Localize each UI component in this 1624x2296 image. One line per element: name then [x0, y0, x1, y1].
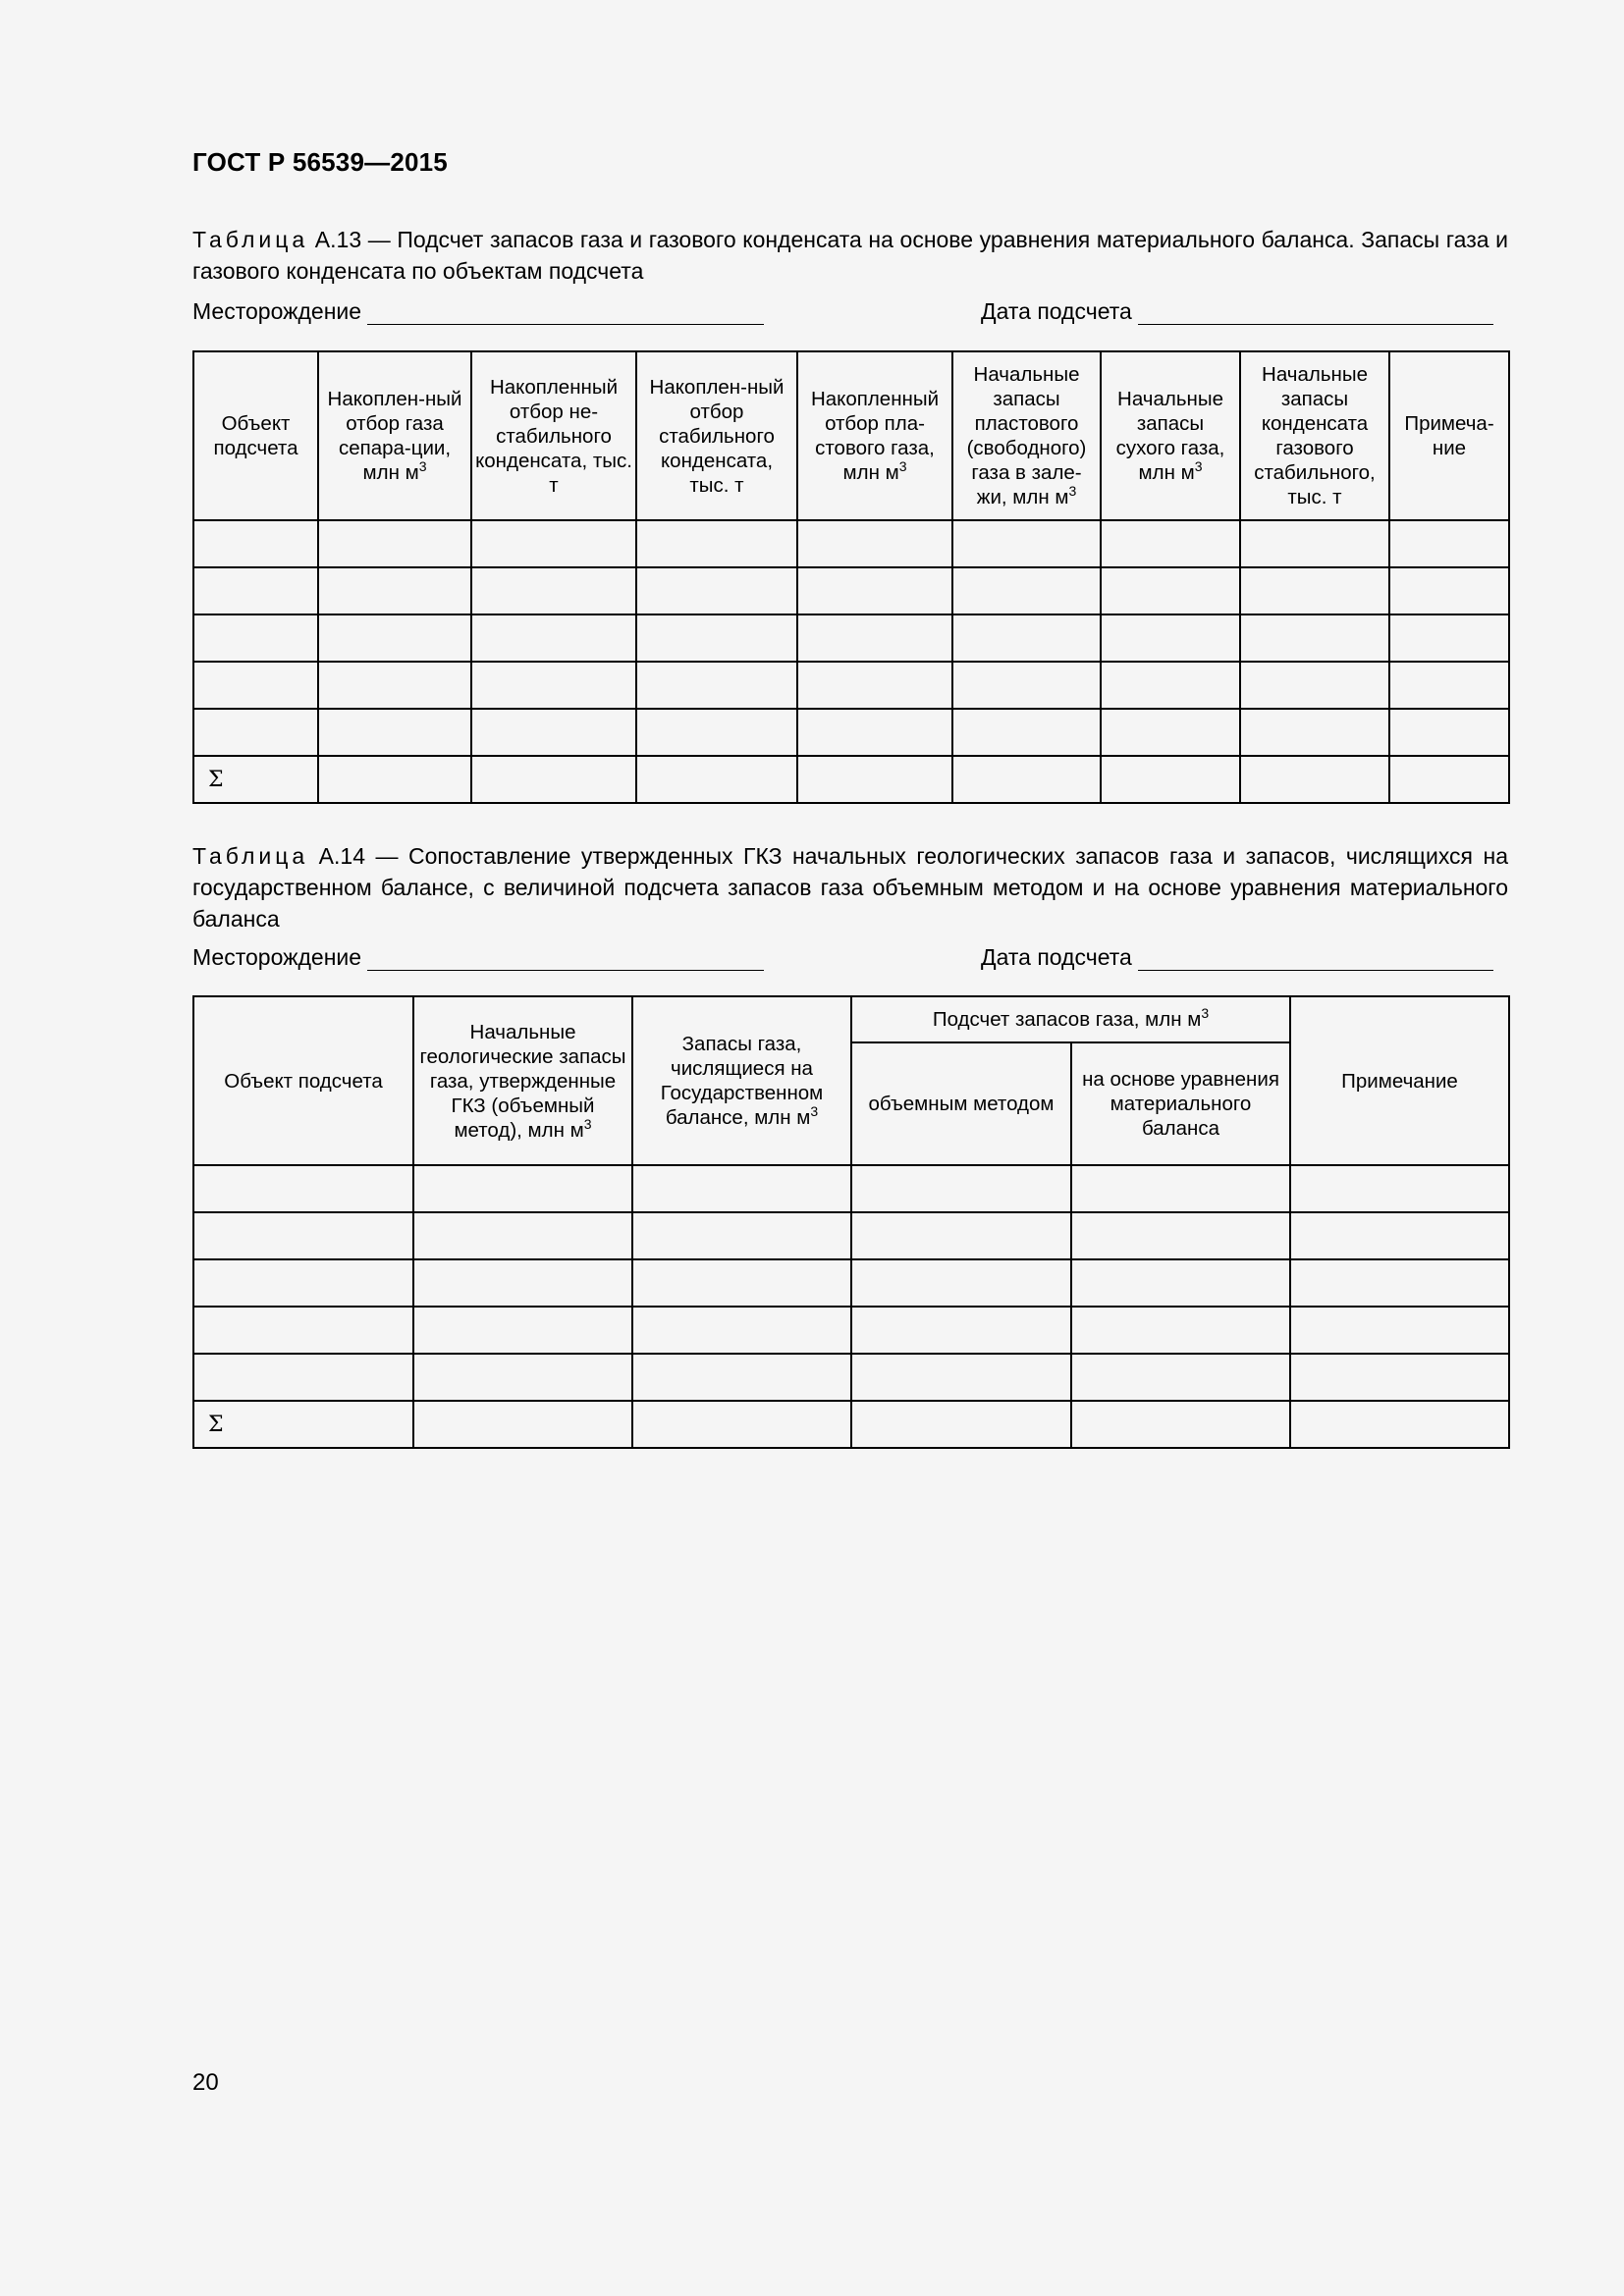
header-gkz-reserves: Начальные геологические запасы газа, утвержденные ГКЗ (объемный метод), млн $м^3$ [413, 996, 632, 1165]
table-row [193, 1212, 1509, 1259]
table-a13-caption [192, 224, 1508, 287]
deposit-blank[interactable] [367, 944, 764, 971]
table-a14-fields [192, 944, 1508, 976]
table-a14 [192, 995, 1510, 1449]
table-row [193, 1307, 1509, 1354]
deposit-label: Месторождение [192, 944, 362, 970]
header-material-balance: на основе уравнения материального баланса [1071, 1042, 1290, 1165]
header-object: Объект подсчета [193, 996, 413, 1165]
deposit-label: Месторождение [192, 298, 362, 324]
deposit-field[interactable] [192, 944, 764, 971]
table-row [193, 662, 1509, 709]
document-code: ГОСТ Р 56539—2015 [192, 147, 448, 177]
header-reservoir-gas: Накопленный отбор пла-стового газа, млн $м^3$ [797, 351, 952, 520]
header-dry-gas: Начальные запасы сухого газа, млн $м^3$ [1101, 351, 1240, 520]
sum-row [193, 756, 1509, 803]
date-label: Дата подсчета [981, 944, 1132, 970]
caption-word: Таблица [192, 843, 309, 869]
table-row [193, 520, 1509, 567]
table-row [193, 709, 1509, 756]
page-number: 20 [192, 2069, 219, 2096]
table-a14-caption [192, 840, 1508, 934]
date-field[interactable] [981, 298, 1493, 325]
header-group-calculation: Подсчет запасов газа, млн $м^3$ [851, 996, 1290, 1042]
table-row [193, 1354, 1509, 1401]
caption-text: А.13 — Подсчет запасов газа и газового конденсата на основе уравнения материального баланса. Запасы газа и газового конденсата по объектам подсчета [192, 227, 1508, 284]
header-separation-gas: Накоплен-ный отбор газа сепара-ции, млн $м^3$ [318, 351, 471, 520]
date-blank[interactable] [1138, 944, 1493, 971]
table-row [193, 1165, 1509, 1212]
table-row [193, 1259, 1509, 1307]
header-unstable-condensate: Накопленный отбор не-стабильного конденсата, тыс. т [471, 351, 636, 520]
table-row [193, 567, 1509, 614]
table-a13-fields [192, 298, 1508, 330]
date-field[interactable] [981, 944, 1493, 971]
deposit-blank[interactable] [367, 298, 764, 325]
sum-row [193, 1401, 1509, 1448]
header-note: Примеча-ние [1389, 351, 1509, 520]
caption-word: Таблица [192, 227, 309, 252]
caption-text: А.14 — Сопоставление утвержденных ГКЗ начальных геологических запасов газа и запасов, числящихся на государственном балансе, с величиной подсчета запасов газа объемным методом и на основе уравнения материального баланса [192, 843, 1508, 932]
header-state-balance: Запасы газа, числящиеся на Государственном балансе, млн $м^3$ [632, 996, 851, 1165]
table-row [193, 614, 1509, 662]
date-label: Дата подсчета [981, 298, 1132, 324]
header-stable-condensate: Накоплен-ный отбор стабильного конденсата, тыс. т [636, 351, 797, 520]
header-initial-free-gas: Начальные запасы пластового (свободного) газа в зале-жи, млн $м^3$ [952, 351, 1101, 520]
sum-symbol: Σ [193, 1401, 413, 1448]
header-condensate-reserves: Начальные запасы конденсата газового стабильного, тыс. т [1240, 351, 1389, 520]
deposit-field[interactable] [192, 298, 764, 325]
date-blank[interactable] [1138, 298, 1493, 325]
header-note: Примечание [1290, 996, 1509, 1165]
header-volumetric: объемным методом [851, 1042, 1071, 1165]
sum-symbol: Σ [193, 756, 318, 803]
table-a13 [192, 350, 1510, 804]
header-object: Объект подсчета [193, 351, 318, 520]
